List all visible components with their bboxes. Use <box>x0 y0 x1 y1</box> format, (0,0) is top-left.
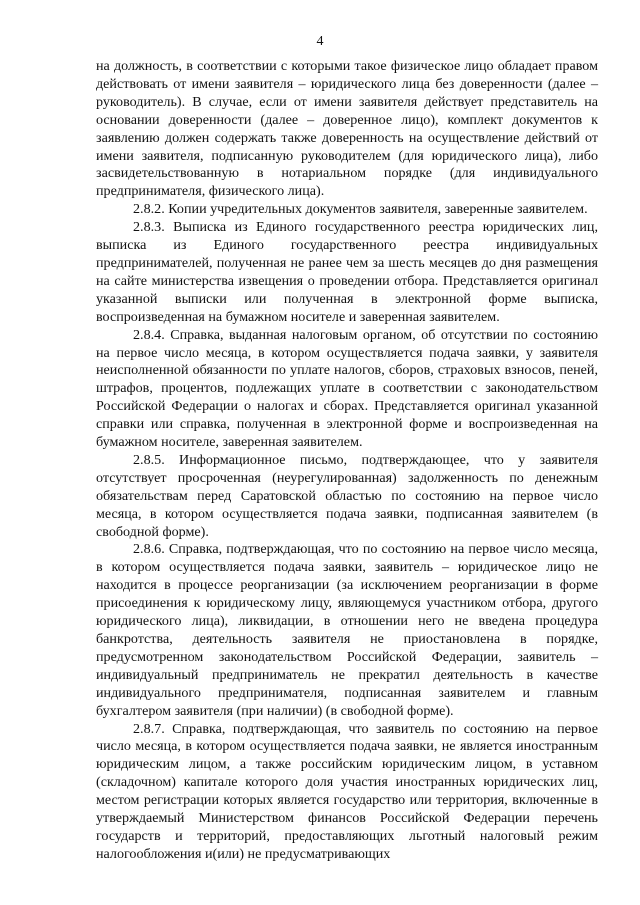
page-number: 4 <box>316 34 324 49</box>
paragraph-2-8-2: 2.8.2. Копии учредительных документов заявителя, заверенные заявителем. <box>133 201 588 218</box>
paragraph-2-8-4: 2.8.4. Справка, выданная налоговым органом, об отсутствии по состоянию на первое число месяца, в котором осуществляется подача заявки, у заявителя неисполненной обязанности по уплате налогов, сборов, страховых взносов, пеней, штрафов, процентов, подлежащих уплате в соответствии с законодательством Российской Федерации о налогах и сборах. Представляется оригинал указанной справки или справка, полученная в электронной форме и воспроизведенная на бумажном носителе, заверенная заявителем. <box>96 326 598 451</box>
paragraph-continuation: на должность, в соответствии с которыми такое физическое лицо обладает правом действовать от имени заявителя – юридического лица без доверенности (далее – руководитель). В случае, если от имени заявителя действует представитель на основании доверенности (далее – доверенное лицо), комплект документов к заявлению должен содержать также доверенность на осуществление действий от имени заявителя, подписанную руководителем (для юридического лица), либо засвидетельствованную в нотариальном порядке (для индивидуального предпринимателя, физического лица). <box>96 58 598 200</box>
document-body <box>96 58 598 864</box>
paragraph-2-8-6: 2.8.6. Справка, подтверждающая, что по состоянию на первое число месяца, в котором осуществляется подача заявки, заявитель – юридическое лицо не находится в процессе реорганизации (за исключением реорганизации в форме присоединения к юридическому лицу, являющемуся участником отбора, другого юридического лица), ликвидации, в отношении него не введена процедура банкротства, деятельность заявителя не приостановлена в порядке, предусмотренном законодательством Российской Федерации, заявитель – индивидуальный предприниматель не прекратил деятельность в качестве индивидуального предпринимателя, подписанная заявителем и главным бухгалтером заявителя (при наличии) (в свободной форме). <box>96 541 598 719</box>
paragraph-2-8-5: 2.8.5. Информационное письмо, подтверждающее, что у заявителя отсутствует просроченная (неурегулированная) задолженность по денежным обязательствам перед Саратовской областью по состоянию на первое число месяца, в котором осуществляется подача заявки, подписанная заявителем (в свободной форме). <box>96 451 598 540</box>
paragraph-2-8-3: 2.8.3. Выписка из Единого государственного реестра юридических лиц, выписка из Единого государственного реестра индивидуальных предпринимателей, полученная не ранее чем за шесть месяцев до дня размещения на сайте министерства извещения о проведении отбора. Представляется оригинал указанной выписки или полученная в электронной форме выписка, воспроизведенная на бумажном носителе и заверенная заявителем. <box>96 219 598 325</box>
paragraph-2-8-7: 2.8.7. Справка, подтверждающая, что заявитель по состоянию на первое число месяца, в котором осуществляется подача заявки, не является иностранным юридическим лицом, а также российским юридическим лицом, в уставном (складочном) капитале которого доля участия иностранных юридических лиц, местом регистрации которых является государство или территория, включенные в утверждаемый Министерством финансов Российской Федерации перечень государств и территорий, предоставляющих льготный налоговый режим налогообложения и(или) не предусматривающих <box>96 720 598 862</box>
